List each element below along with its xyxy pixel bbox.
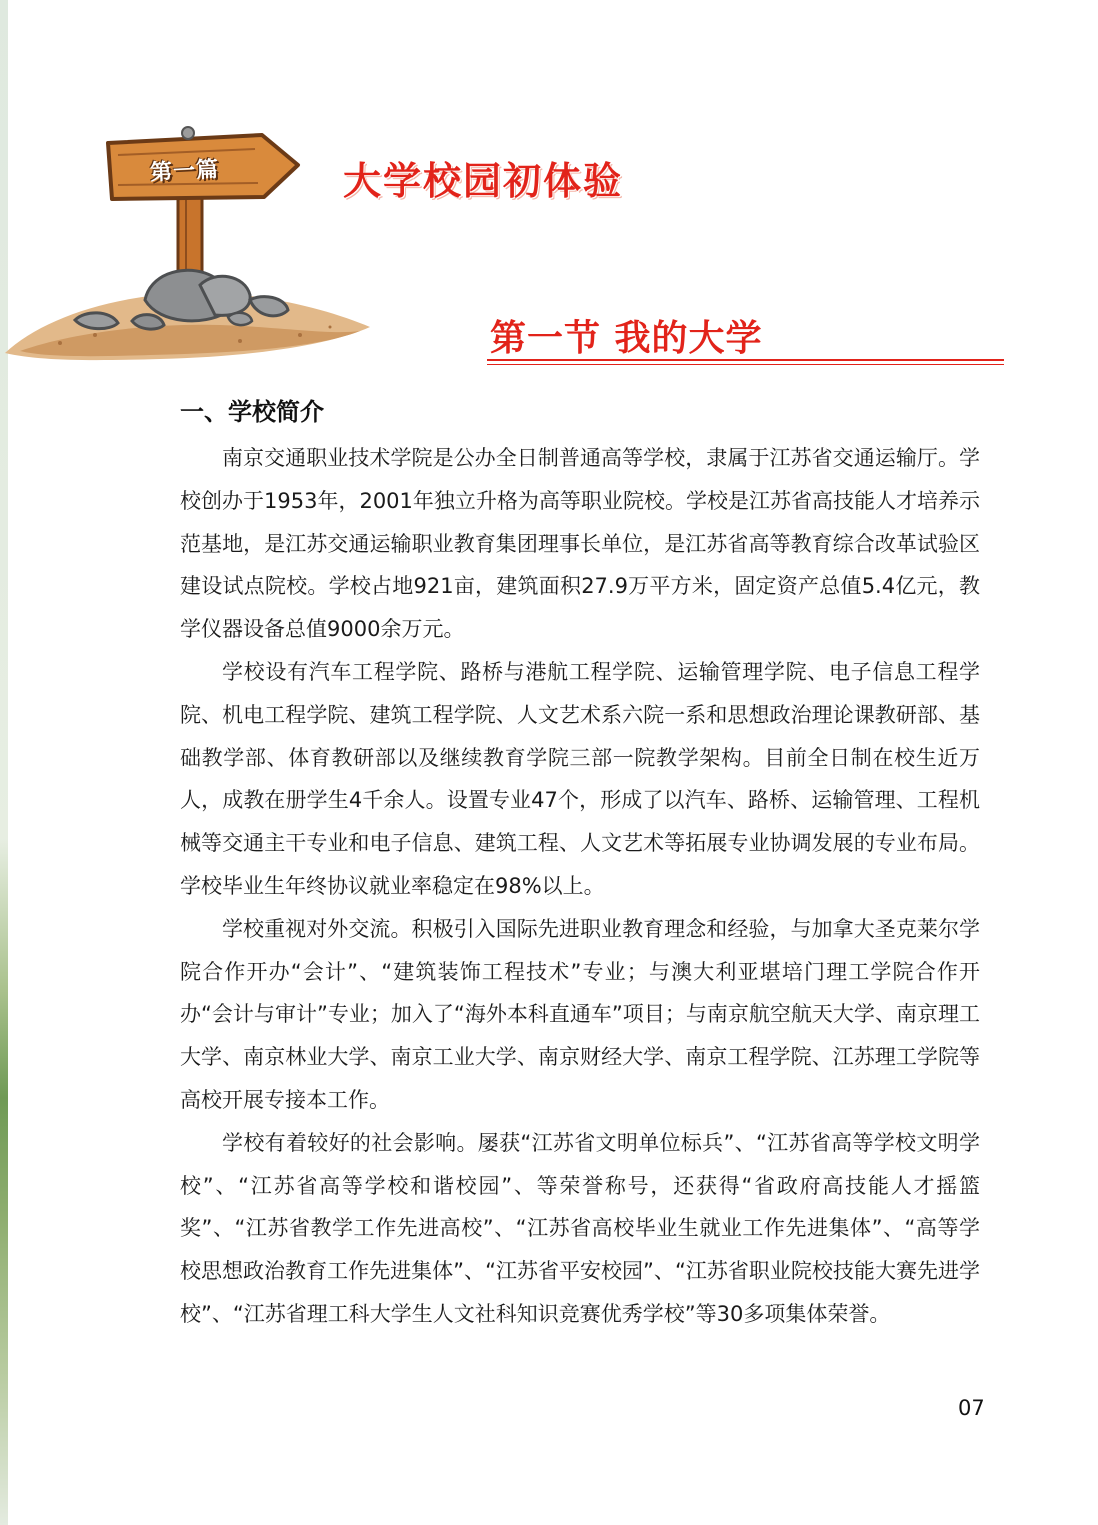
wooden-signpost-illustration (0, 95, 375, 365)
paragraph: 南京交通职业技术学院是公办全日制普通高等学校，隶属于江苏省交通运输厅。学校创办于1953年，2001年独立升格为高等职业院校。学校是江苏省高技能人才培养示范基地，是江苏交通运输职业教育集团理事长单位，是江苏省高等教育综合改革试验区建设试点院校。学校占地921亩，建筑面积27.9万平方米，固定资产总值5.4亿元，教学仪器设备总值9000余万元。 (180, 446, 980, 642)
body-text (180, 437, 980, 1336)
part-label: 第一篇 (149, 157, 220, 186)
page-number: 07 (958, 1396, 985, 1420)
section-title: 第一节 我的大学 (490, 318, 763, 359)
section-underline (487, 359, 1004, 361)
paragraph: 学校设有汽车工程学院、路桥与港航工程学院、运输管理学院、电子信息工程学院、机电工程学院、建筑工程学院、人文艺术系六院一系和思想政治理论课教研部、基础教学部、体育教研部以及继续教育学院三部一院教学架构。目前全日制在校生近万人，成教在册学生4千余人。设置专业47个，形成了以汽车、路桥、运输管理、工程机械等交通主干专业和电子信息、建筑工程、人文艺术等拓展专业协调发展的专业布局。学校毕业生年终协议就业率稳定在98%以上。 (180, 659, 980, 898)
chapter-title: 大学校园初体验 (343, 159, 624, 203)
paragraph: 学校有着较好的社会影响。屡获“江苏省文明单位标兵”、“江苏省高等学校文明学校”、“江苏省高等学校和谐校园”、等荣誉称号，还获得“省政府高技能人才摇篮奖”、“江苏省教学工作先进高校”、“江苏省高校毕业生就业工作先进集体”、“高等学校思想政治教育工作先进集体”、“江苏省平安校园”、“江苏省职业院校技能大赛先进学校”、“江苏省理工科大学生人文社科知识竞赛优秀学校”等30多项集体荣誉。 (180, 1130, 980, 1326)
section-underline-thin (487, 364, 1004, 365)
subsection-heading: 一、学校简介 (180, 398, 324, 426)
paragraph: 学校重视对外交流。积极引入国际先进职业教育理念和经验，与加拿大圣克莱尔学院合作开办“会计”、“建筑装饰工程技术”专业；与澳大利亚堪培门理工学院合作开办“会计与审计”专业；加入了“海外本科直通车”项目；与南京航空航天大学、南京理工大学、南京林业大学、南京工业大学、南京财经大学、南京工程学院、江苏理工学院等高校开展专接本工作。 (180, 916, 980, 1112)
